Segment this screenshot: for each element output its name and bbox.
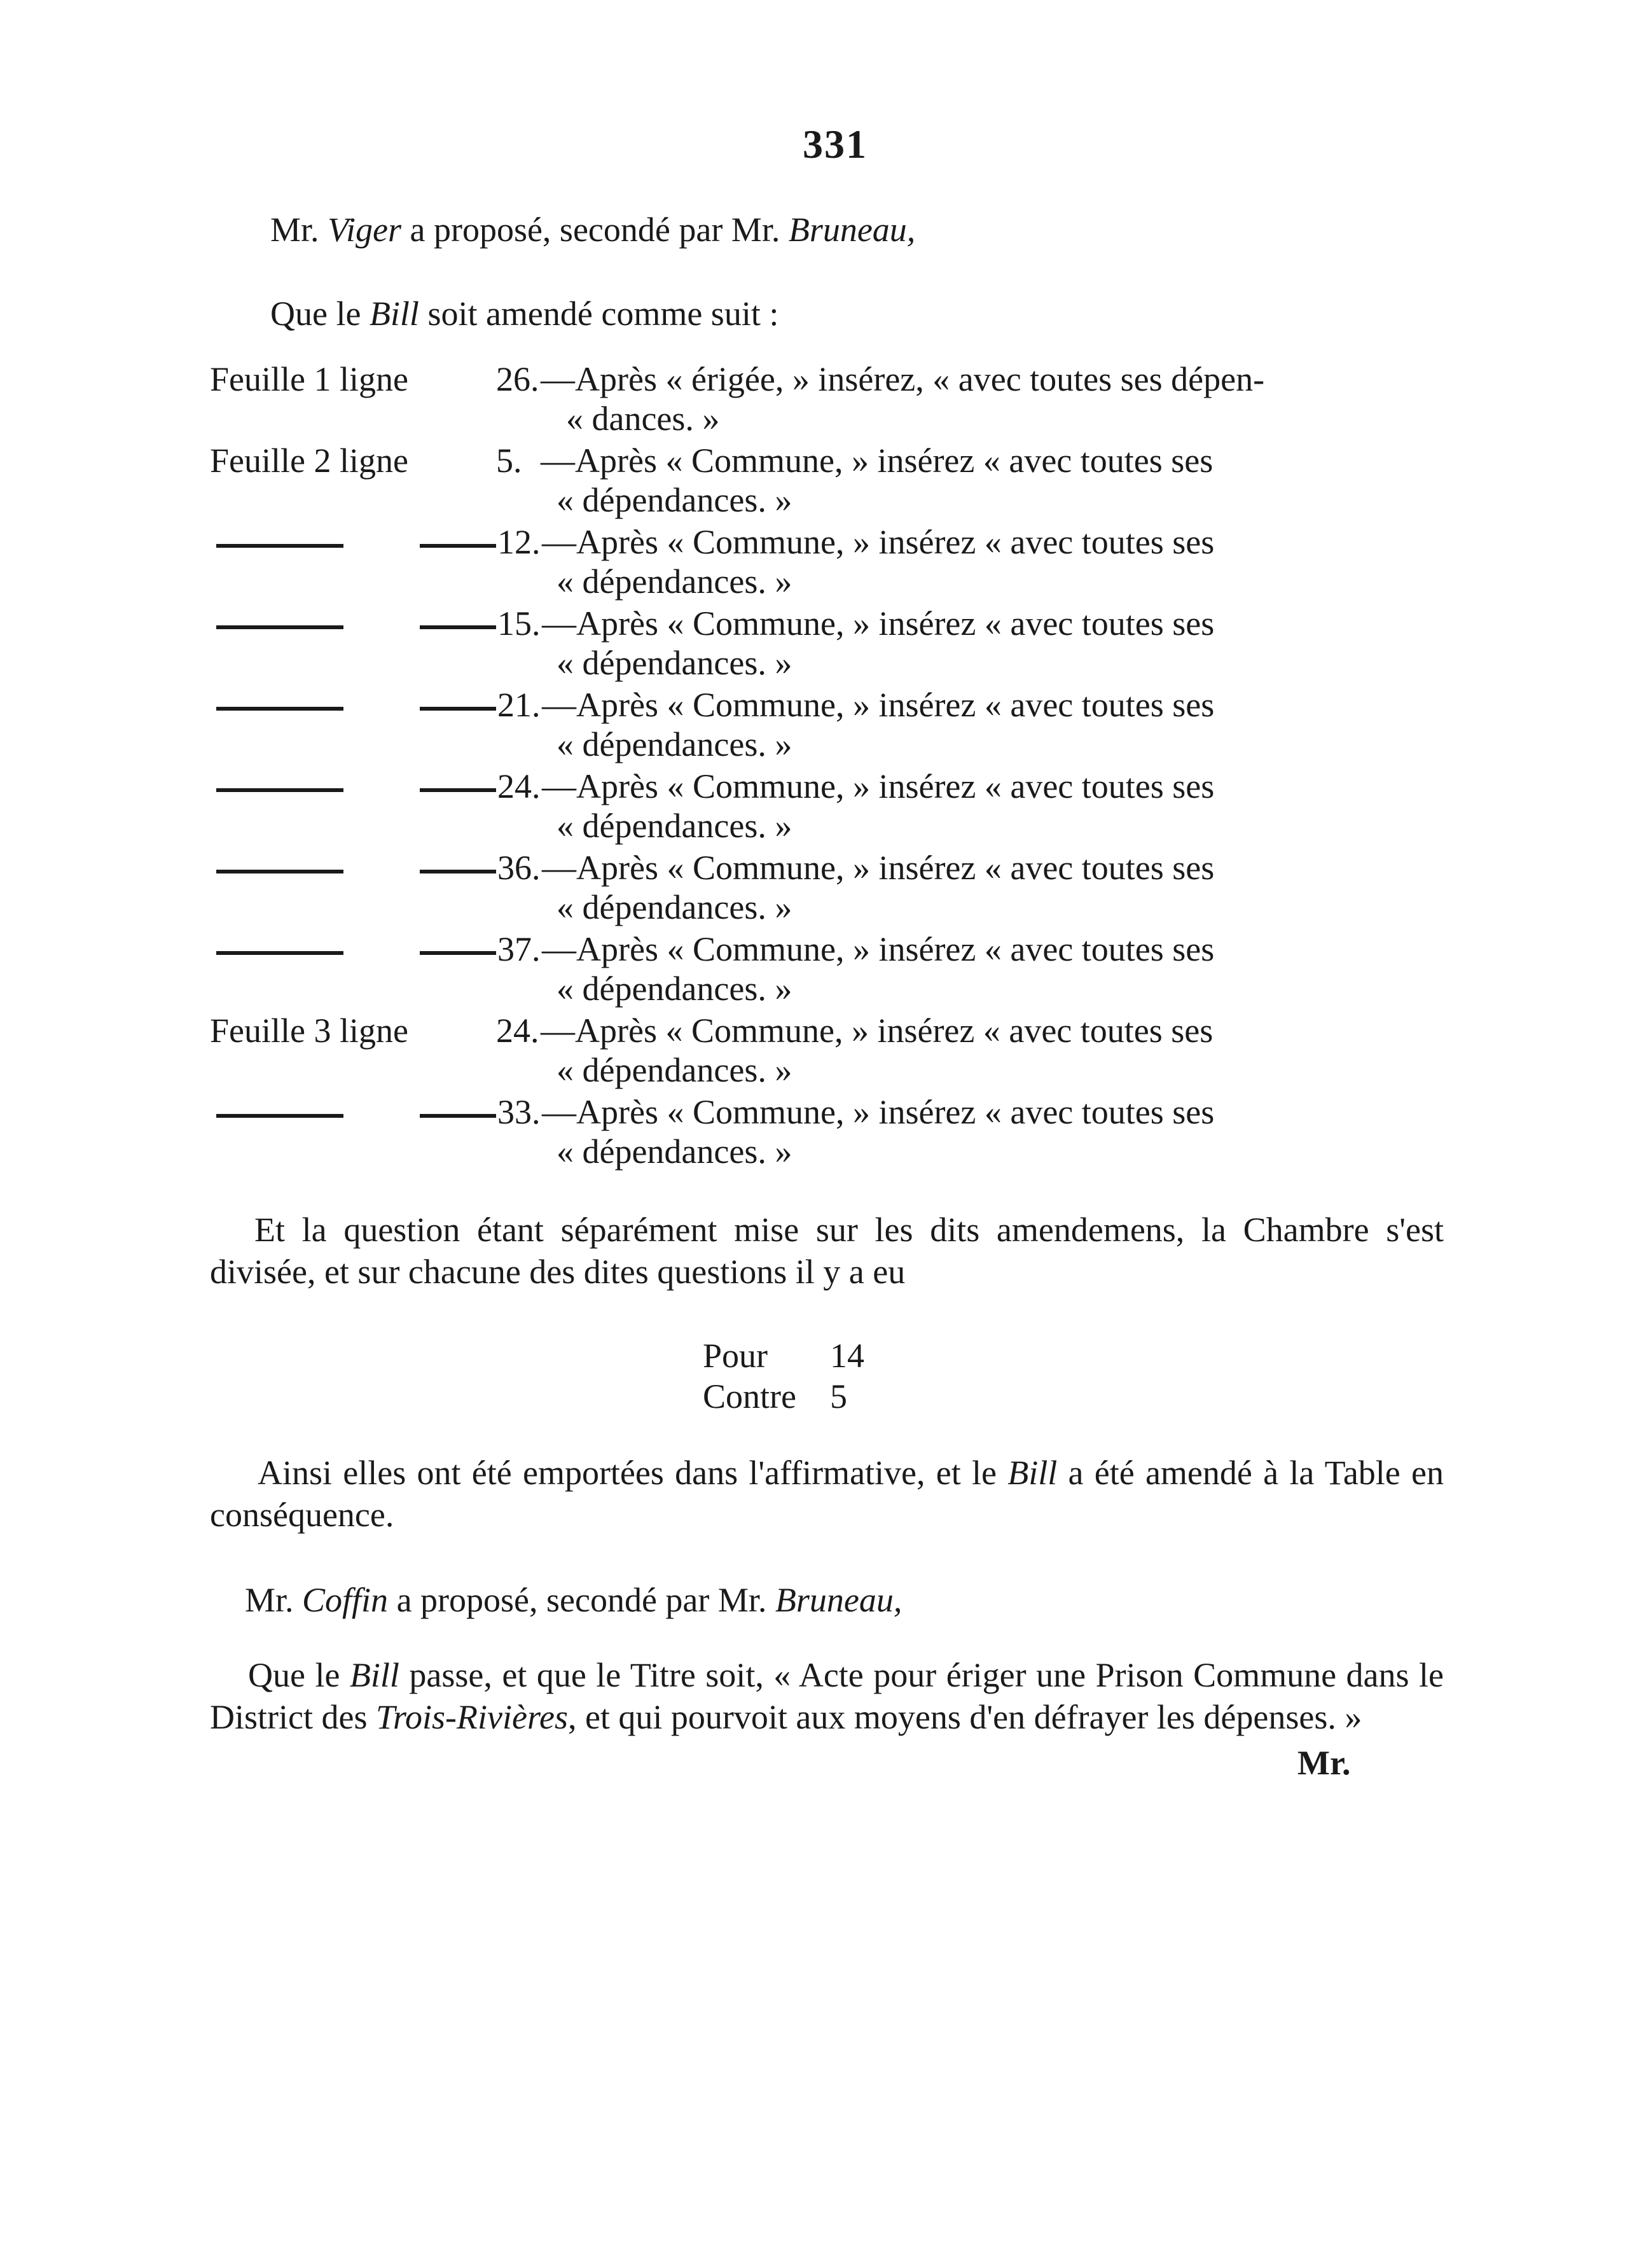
amendment-row — [210, 522, 1437, 604]
resolution-paragraph-1 — [270, 293, 778, 335]
ditto-dash-sheet — [216, 625, 343, 629]
resolution-paragraph-2 — [210, 1654, 1444, 1738]
ditto-dash-sheet — [216, 788, 343, 792]
line-number: 12. — [497, 523, 541, 561]
ditto-dash-line — [420, 544, 496, 548]
mover-name: Coffin — [302, 1581, 389, 1619]
result-prefix: Ainsi elles ont été emportées dans l'affirmative, et le — [258, 1454, 1008, 1492]
district-name: Trois-Rivières — [375, 1698, 568, 1736]
line-number: 24. — [497, 767, 541, 805]
amendment-text: —Après « Commune, » insérez « avec toutes ses — [542, 767, 1215, 805]
amendment-text: —Après « Commune, » insérez « avec toutes ses — [542, 604, 1215, 643]
amendment-continuation: « dépendances. » — [557, 644, 792, 682]
ditto-dash-line — [420, 870, 496, 873]
amendment-text: —Après « érigée, » insérez, « avec toutes ses dépen- — [541, 360, 1265, 398]
line-number: 37. — [497, 930, 541, 968]
amendment-continuation: « dépendances. » — [557, 562, 792, 601]
tally-label: Contre — [703, 1377, 796, 1416]
amendment-row — [210, 848, 1437, 929]
ditto-dash-sheet — [216, 870, 343, 873]
ditto-dash-line — [420, 788, 496, 792]
amendment-text: —Après « Commune, » insérez « avec toutes ses — [542, 849, 1215, 887]
amendment-continuation: « dances. » — [566, 400, 720, 438]
amendment-text: —Après « Commune, » insérez « avec toutes ses — [542, 686, 1215, 724]
resolution-suffix: soit amendé comme suit : — [418, 295, 779, 333]
amendment-row — [210, 359, 1437, 441]
amendment-row — [210, 929, 1437, 1011]
ditto-dash-line — [420, 951, 496, 955]
amendment-row — [210, 604, 1437, 685]
amendment-continuation: « dépendances. » — [557, 1051, 792, 1089]
bill-word: Bill — [349, 1656, 399, 1694]
amendment-continuation: « dépendances. » — [557, 1132, 792, 1171]
amendment-row — [210, 1092, 1437, 1174]
tally-value: 14 — [830, 1337, 864, 1375]
resolution-prefix: Que le — [248, 1656, 350, 1694]
amendment-text: —Après « Commune, » insérez « avec toutes ses — [542, 523, 1215, 561]
line-number: 26. — [496, 360, 539, 398]
amendment-row — [210, 1011, 1437, 1092]
vote-paragraph: Et la question étant séparément mise sur les dits amendemens, la Chambre s'est divisée, et sur chacune des dites questions il y a eu — [210, 1211, 1444, 1291]
amendment-text: —Après « Commune, » insérez « avec toutes ses — [542, 930, 1215, 968]
ditto-dash-sheet — [216, 951, 343, 955]
ditto-dash-sheet — [216, 544, 343, 548]
amendment-row — [210, 685, 1437, 767]
seconder-name: Bruneau, — [788, 211, 916, 249]
ditto-dash-line — [420, 707, 496, 711]
amendment-continuation: « dépendances. » — [557, 807, 792, 845]
motion-paragraph-2 — [245, 1579, 902, 1621]
sheet-line-label: Feuille 2 ligne — [210, 442, 408, 480]
line-number: 15. — [497, 604, 541, 643]
tally-against — [703, 1377, 847, 1416]
amendments-list — [210, 359, 1437, 1174]
ditto-dash-sheet — [216, 707, 343, 711]
tally-label: Pour — [703, 1337, 768, 1375]
amendment-continuation: « dépendances. » — [557, 481, 792, 519]
resolution-prefix: Que le — [270, 295, 370, 333]
resolution-middle: passe, et que le Titre soit, « Acte pour ériger une Prison Commune dans le District des — [210, 1656, 1444, 1736]
mover-name: Viger — [328, 211, 401, 249]
line-number: 21. — [497, 686, 541, 724]
sheet-line-label: Feuille 3 ligne — [210, 1012, 408, 1050]
amendment-continuation: « dépendances. » — [557, 970, 792, 1008]
line-number: 36. — [497, 849, 541, 887]
amendment-continuation: « dépendances. » — [557, 888, 792, 926]
catchword: Mr. — [1297, 1744, 1351, 1782]
amendment-text: —Après « Commune, » insérez « avec toutes ses — [541, 442, 1214, 480]
tally-value: 5 — [830, 1377, 847, 1416]
amendment-continuation: « dépendances. » — [557, 725, 792, 763]
motion-middle: a proposé, secondé par Mr. — [388, 1581, 775, 1619]
result-suffix: a été amendé à la Table en conséquence. — [210, 1454, 1444, 1534]
page-number: 331 — [803, 122, 868, 167]
ditto-dash-line — [420, 1114, 496, 1118]
amendment-text: —Après « Commune, » insérez « avec toutes ses — [542, 1093, 1215, 1131]
seconder-name: Bruneau, — [775, 1581, 903, 1619]
amendment-text: —Après « Commune, » insérez « avec toutes ses — [541, 1012, 1214, 1050]
motion-paragraph-1 — [270, 209, 915, 251]
result-paragraph — [210, 1452, 1444, 1536]
amendment-row — [210, 767, 1437, 848]
ditto-dash-line — [420, 625, 496, 629]
line-number: 5. — [496, 442, 522, 480]
line-number: 33. — [497, 1093, 541, 1131]
line-number: 24. — [496, 1012, 539, 1050]
motion-prefix: Mr. — [245, 1581, 303, 1619]
tally-for — [703, 1336, 864, 1375]
ditto-dash-sheet — [216, 1114, 343, 1118]
sheet-line-label: Feuille 1 ligne — [210, 360, 408, 398]
motion-middle: a proposé, secondé par Mr. — [401, 211, 789, 249]
amendment-row — [210, 441, 1437, 522]
bill-word: Bill — [369, 295, 419, 333]
motion-prefix: Mr. — [270, 211, 328, 249]
resolution-suffix: , et qui pourvoit aux moyens d'en défrayer les dépenses. » — [567, 1698, 1362, 1736]
bill-word: Bill — [1007, 1454, 1058, 1492]
